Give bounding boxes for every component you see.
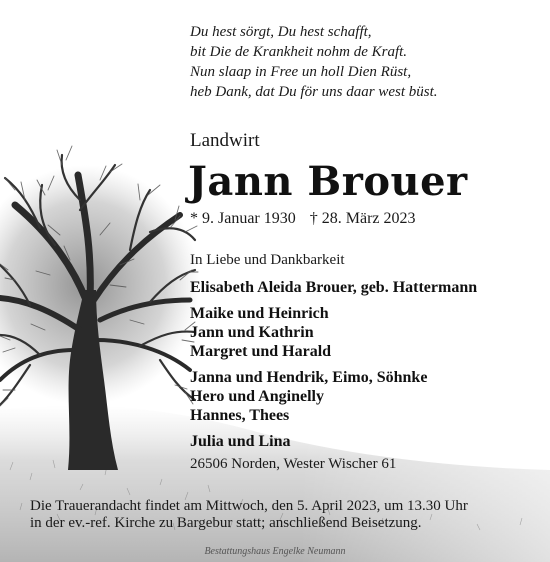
mourner-name: Julia und Lina — [190, 433, 291, 450]
poem — [190, 22, 520, 102]
mourner-name: Maike und Heinrich — [190, 305, 329, 322]
mourner-name: Janna und Hendrik, Eimo, Söhnke — [190, 369, 428, 386]
mourner-group — [190, 278, 477, 297]
poem-line: Du hest sörgt, Du hest schafft, — [190, 24, 372, 40]
mourner-group — [190, 368, 477, 425]
mourner-name: Hero und Anginelly — [190, 388, 324, 405]
service-line: Die Trauerandacht findet am Mittwoch, den 5. April 2023, um 13.30 Uhr — [30, 498, 468, 514]
mourner-name: Jann und Kathrin — [190, 324, 314, 341]
death-date: † 28. März 2023 — [309, 210, 416, 227]
mourner-name: Hannes, Thees — [190, 407, 290, 424]
poem-line: heb Dank, dat Du för uns daar west büst. — [190, 84, 438, 100]
mourner-name: Elisabeth Aleida Brouer, geb. Hattermann — [190, 279, 478, 296]
occupation: Landwirt — [190, 130, 260, 151]
service-line: in der ev.-ref. Kirche zu Bargebur statt; anschließend Beisetzung. — [30, 515, 422, 531]
poem-line: Nun slaap in Free un holl Dien Rüst, — [190, 64, 412, 80]
service-info — [30, 498, 530, 532]
mourners-list — [190, 278, 477, 458]
address: 26506 Norden, Wester Wischer 61 — [190, 456, 397, 472]
deceased-name: Jann Brouer — [188, 158, 468, 205]
life-dates — [190, 210, 416, 228]
poem-line: bit Die de Krankheit nohm de Kraft. — [190, 44, 408, 60]
birth-date: * 9. Januar 1930 — [190, 210, 296, 227]
funeral-home: Bestattungshaus Engelke Neumann — [204, 546, 346, 557]
mourner-group — [190, 432, 477, 451]
dedication-line: In Liebe und Dankbarkeit — [190, 252, 345, 268]
mourner-group — [190, 304, 477, 361]
mourner-name: Margret und Harald — [190, 343, 332, 360]
